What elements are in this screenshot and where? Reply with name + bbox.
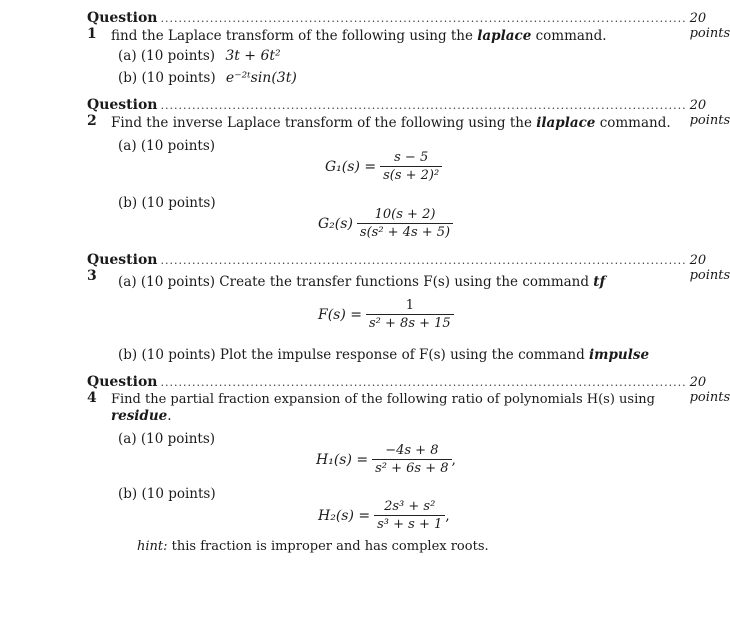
f-fraction bbox=[366, 298, 454, 331]
intro-text: find the Laplace transform of the following using the bbox=[111, 28, 478, 44]
question-2-title: Question 2 bbox=[87, 97, 158, 129]
intro-text: Find the inverse Laplace transform of the following using the bbox=[111, 115, 537, 131]
intro-text-end: command. bbox=[595, 115, 671, 131]
question-4-part-b-label: (b) (10 points) bbox=[118, 486, 216, 502]
question-1-part-a bbox=[118, 48, 281, 64]
h1-fraction bbox=[372, 443, 451, 476]
question-4-title: Question 4 bbox=[87, 374, 158, 406]
part-a-text: (a) (10 points) Create the transfer functions F(s) using the command bbox=[118, 274, 594, 290]
h1-comma: , bbox=[451, 451, 456, 468]
intro-text-end: command. bbox=[531, 28, 607, 44]
h2-denominator: s³ + s + 1 bbox=[374, 515, 445, 532]
h2-numerator: 2s³ + s² bbox=[384, 499, 436, 514]
question-3-points: 20 points bbox=[689, 253, 730, 283]
command-impulse: impulse bbox=[589, 347, 650, 363]
leader-dots: ..................................................................................................................... bbox=[160, 12, 687, 25]
hint-text: this fraction is improper and has complex roots. bbox=[167, 539, 489, 554]
h1-numerator: −4s + 8 bbox=[385, 443, 439, 458]
leader-dots: ..................................................................................................................... bbox=[160, 99, 687, 112]
question-4-intro-line1: Find the partial fraction expansion of the following ratio of polynomials H(s) using bbox=[111, 392, 655, 407]
question-1-intro bbox=[111, 28, 607, 44]
h1-lhs: H₁(s) = bbox=[316, 451, 369, 468]
equation-g2 bbox=[318, 207, 453, 240]
g2-fraction bbox=[357, 207, 453, 240]
part-a-expression: 3t + 6t² bbox=[225, 48, 281, 64]
question-2-points: 20 points bbox=[689, 98, 730, 128]
equation-h1 bbox=[316, 443, 456, 476]
g2-lhs: G₂(s) bbox=[318, 215, 353, 232]
equation-g1 bbox=[325, 150, 442, 183]
part-b-label: (b) (10 points) bbox=[118, 70, 216, 86]
question-2-intro bbox=[111, 115, 671, 131]
question-1-part-b bbox=[118, 70, 297, 86]
question-2-part-b-label: (b) (10 points) bbox=[118, 195, 216, 211]
question-1-points: 20 points bbox=[689, 11, 730, 41]
f-lhs: F(s) = bbox=[318, 306, 363, 323]
h2-lhs: H₂(s) = bbox=[318, 507, 371, 524]
part-b-text: (b) (10 points) Plot the impulse response of F(s) using the command bbox=[118, 347, 590, 363]
command-laplace: laplace bbox=[477, 28, 532, 44]
f-denominator: s² + 8s + 15 bbox=[366, 314, 454, 331]
g2-denominator: s(s² + 4s + 5) bbox=[357, 223, 453, 240]
leader-dots: ..................................................................................................................... bbox=[160, 254, 687, 267]
g1-fraction bbox=[380, 150, 442, 183]
f-numerator: 1 bbox=[405, 298, 414, 313]
g1-lhs: G₁(s) = bbox=[325, 158, 377, 175]
command-residue: residue bbox=[111, 408, 168, 424]
h2-comma: , bbox=[445, 507, 450, 524]
question-3-part-b bbox=[118, 347, 649, 363]
question-4-points: 20 points bbox=[689, 375, 730, 405]
hint-label: hint: bbox=[137, 539, 168, 554]
question-1-title: Question 1 bbox=[87, 10, 158, 42]
part-a-label: (a) (10 points) bbox=[118, 48, 216, 64]
g1-denominator: s(s + 2)² bbox=[380, 166, 442, 183]
command-ilaplace: ilaplace bbox=[536, 115, 596, 131]
g1-numerator: s − 5 bbox=[394, 150, 429, 165]
question-4-intro-line2 bbox=[111, 408, 172, 424]
g2-numerator: 10(s + 2) bbox=[374, 207, 436, 222]
question-3-part-a bbox=[118, 274, 605, 290]
equation-h2 bbox=[318, 499, 450, 532]
question-3-title: Question 3 bbox=[87, 252, 158, 284]
question-4-hint bbox=[137, 539, 489, 554]
h2-fraction bbox=[374, 499, 445, 532]
part-b-expression: e⁻²ᵗsin(3t) bbox=[225, 70, 297, 86]
h1-denominator: s² + 6s + 8 bbox=[372, 459, 451, 476]
intro-period: . bbox=[167, 408, 172, 424]
equation-f bbox=[318, 298, 454, 331]
question-2-part-a-label: (a) (10 points) bbox=[118, 138, 216, 154]
command-tf: tf bbox=[593, 274, 606, 290]
question-4-part-a-label: (a) (10 points) bbox=[118, 431, 216, 447]
leader-dots: ..................................................................................................................... bbox=[160, 376, 687, 389]
